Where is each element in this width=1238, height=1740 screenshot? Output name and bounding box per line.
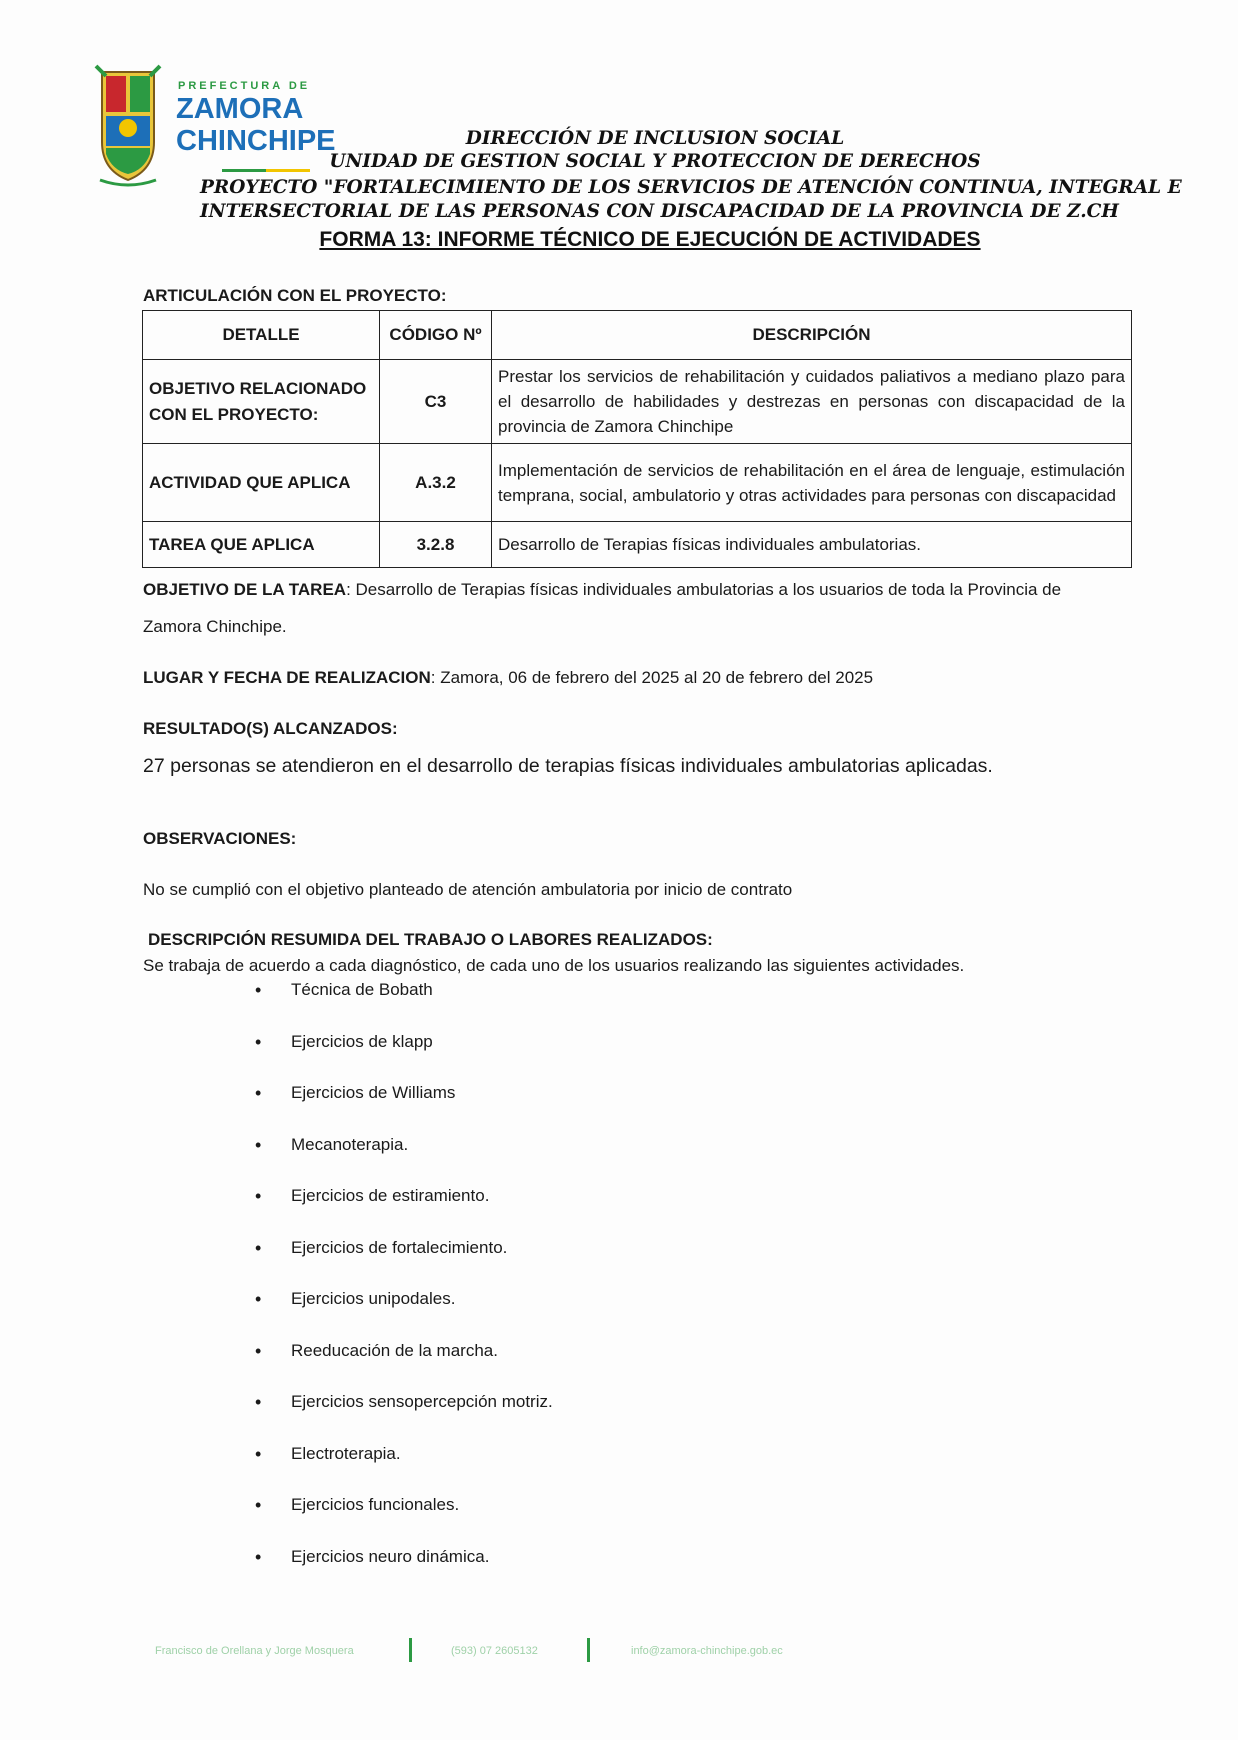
list-item: • Ejercicios de klapp [255,1032,553,1084]
footer-separator [409,1638,412,1662]
objetivo-tarea-line2: Zamora Chinchipe. [143,617,287,636]
lugar-fecha-text: : Zamora, 06 de febrero del 2025 al 20 de febrero del 2025 [430,668,874,687]
list-item: • Ejercicios unipodales. [255,1289,553,1341]
lugar-fecha [143,668,873,688]
header-proyecto-line1: PROYECTO "FORTALECIMIENTO DE LOS SERVICIOS DE ATENCIÓN CONTINUA, INTEGRAL E [200,177,1182,198]
descripcion-resumida-text: Se trabaja de acuerdo a cada diagnóstico, de cada uno de los usuarios realizando las siguientes actividades. [143,956,965,975]
list-item: • Ejercicios neuro dinámica. [255,1547,553,1599]
footer-email: info@zamora-chinchipe.gob.ec [631,1645,783,1657]
descripcion-cell: Desarrollo de Terapias físicas individuales ambulatorias. [492,522,1132,568]
footer-address: Francisco de Orellana y Jorge Mosquera [155,1645,354,1657]
resultados-text: 27 personas se atendieron en el desarrollo de terapias físicas individuales ambulatorias aplicadas. [143,755,993,777]
logo-prefectura-label: PREFECTURA DE [178,80,311,92]
objetivo-tarea-label: OBJETIVO DE LA TAREA [143,580,347,599]
detalle-cell: OBJETIVO RELACIONADO CON EL PROYECTO: [143,360,380,444]
column-header: DESCRIPCIÓN [492,311,1132,360]
detalle-cell: ACTIVIDAD QUE APLICA [143,444,380,522]
objetivo-tarea-line1 [143,580,1061,600]
codigo-cell: A.3.2 [380,444,492,522]
table-row [143,360,1132,444]
footer-phone: (593) 07 2605132 [451,1645,538,1657]
table-header-row [143,311,1132,360]
list-item: • Ejercicios de estiramiento. [255,1186,553,1238]
codigo-cell: 3.2.8 [380,522,492,568]
coat-of-arms-icon [92,62,164,190]
header-direccion: DIRECCIÓN DE INCLUSION SOCIAL [465,128,845,149]
list-item: • Ejercicios de fortalecimiento. [255,1238,553,1290]
detalle-cell: TAREA QUE APLICA [143,522,380,568]
column-header: DETALLE [143,311,380,360]
logo-zamora-label: ZAMORA [176,93,304,125]
lugar-fecha-label: LUGAR Y FECHA DE REALIZACION [143,668,431,687]
logo-underline [222,169,310,172]
table-row [143,444,1132,522]
descripcion-resumida-label: DESCRIPCIÓN RESUMIDA DEL TRABAJO O LABORES REALIZADOS: [148,930,713,949]
list-item: • Reeducación de la marcha. [255,1341,553,1393]
actividades-list [255,980,553,1598]
logo-chinchipe-label: CHINCHIPE [176,125,336,157]
list-item: • Ejercicios sensopercepción motriz. [255,1392,553,1444]
resultados-label: RESULTADO(S) ALCANZADOS: [143,719,398,738]
list-item: • Técnica de Bobath [255,980,553,1032]
column-header: CÓDIGO Nº [380,311,492,360]
observaciones-text: No se cumplió con el objetivo planteado de atención ambulatoria por inicio de contrato [143,880,793,899]
header-proyecto-line2: INTERSECTORIAL DE LAS PERSONAS CON DISCAPACIDAD DE LA PROVINCIA DE Z.CH [200,201,1119,222]
table-row [143,522,1132,568]
list-item: • Ejercicios de Williams [255,1083,553,1135]
descripcion-cell: Prestar los servicios de rehabilitación y cuidados paliativos a mediano plazo para el desarrollo de habilidades y destrezas en personas con discapacidad de la provincia de Zamora Chinchipe [492,360,1132,444]
articulacion-table [142,310,1132,568]
form-title: FORMA 13: INFORME TÉCNICO DE EJECUCIÓN DE ACTIVIDADES [319,228,981,251]
articulacion-heading: ARTICULACIÓN CON EL PROYECTO: [143,286,447,305]
list-item: • Mecanoterapia. [255,1135,553,1187]
objetivo-tarea-text: : Desarrollo de Terapias físicas individuales ambulatorias a los usuarios de toda la Provincia de [346,580,1062,599]
codigo-cell: C3 [380,360,492,444]
list-item: • Electroterapia. [255,1444,553,1496]
footer-separator [587,1638,590,1662]
list-item: • Ejercicios funcionales. [255,1495,553,1547]
observaciones-label: OBSERVACIONES: [143,829,297,848]
descripcion-cell: Implementación de servicios de rehabilitación en el área de lenguaje, estimulación temprana, social, ambulatorio y otras actividades para personas con discapacidad [492,444,1132,522]
header-unidad: UNIDAD DE GESTION SOCIAL Y PROTECCION DE DERECHOS [329,151,981,172]
